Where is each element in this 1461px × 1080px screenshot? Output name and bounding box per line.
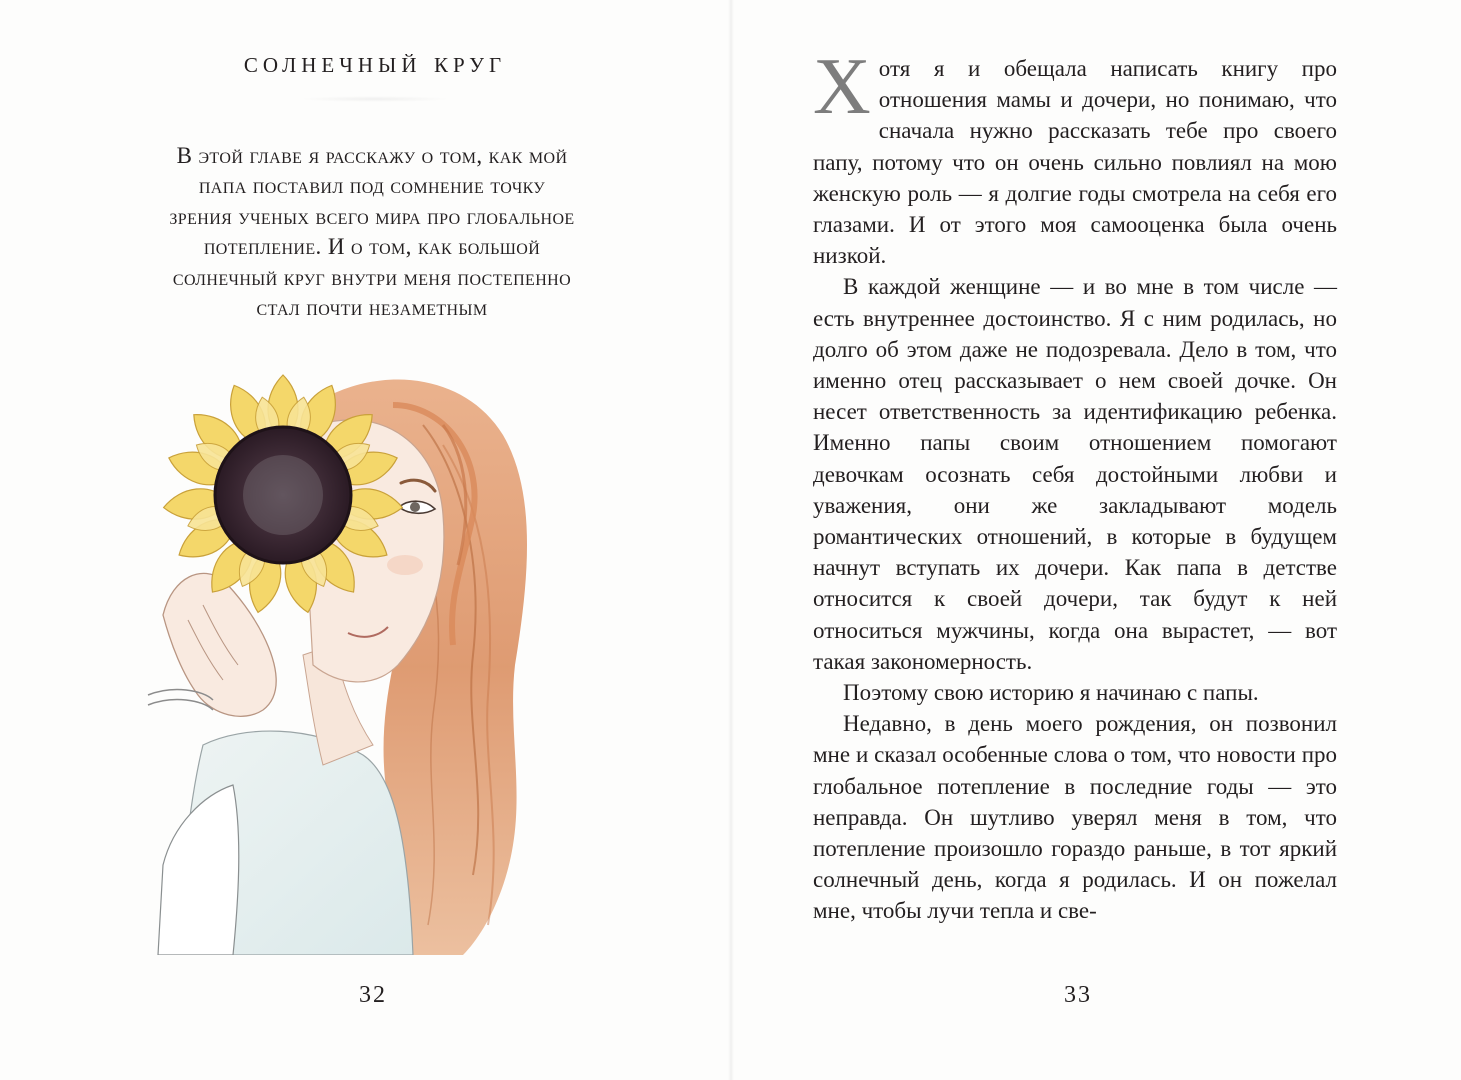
intro-line: солнечный круг внутри меня постепенно xyxy=(172,264,572,290)
paragraph: Поэтому свою историю я начинаю с папы. xyxy=(843,680,1259,706)
intro-line: зрения ученых всего мира про глобальное xyxy=(169,203,575,229)
chapter-ornament xyxy=(300,96,450,102)
paragraph: Недавно, в день моего рождения, он позвонил мне и сказал особенные слова о том, что новости про глобальное потепление в последние годы — это неправда. Он шутливо уверял меня в том, что потепление произошло гораздо раньше, в тот яркий солнечный день, когда я родилась. И он пожелал мне, чтобы лучи тепла и све- xyxy=(813,711,1337,924)
chapter-intro xyxy=(100,141,644,323)
page-number-left: 32 xyxy=(359,982,387,1008)
intro-line: стал почти незаметным xyxy=(256,295,488,321)
main-text xyxy=(813,43,1337,927)
chapter-title: солнечный круг xyxy=(243,46,507,79)
drop-cap: Х xyxy=(813,43,871,131)
paragraph: В каждой женщине — и во мне в том числе — есть внутреннее достоинство. Я с ним родилась, но долго об этом даже не подозревала. Дело в том, что именно отец рассказывает о нем своей дочке. Он несет ответственность за идентификацию ребенка. Именно папы своим отношением помогают девочкам осознать себя достойными любви и уважения, они же закладывают модель романтических отношений, в которые в будущем начнут вступать их дочери. Как папа в детстве относится к своей дочери, так будут к ней относиться мужчины, когда она вырастет, — вот такая закономерность. xyxy=(813,274,1337,674)
intro-line: потепление. И о том, как большой xyxy=(203,234,541,260)
girl-with-sunflower-illustration xyxy=(143,365,543,955)
paragraph-text: отя я и обещала написать книгу про отношения мамы и дочери, но понимаю, что сначала нужно рассказать тебе про своего папу, потому что он очень сильно повлиял на мою женскую роль — я долгие годы смотрела на себя его глазами. И от этого моя самооценка была очень низкой. xyxy=(813,56,1337,269)
intro-line: В этой главе я расскажу о том, как мой xyxy=(176,143,568,168)
intro-line: папа поставил под сомнение точку xyxy=(198,173,546,199)
page-number-right: 33 xyxy=(1064,982,1092,1008)
paragraph xyxy=(813,43,1337,271)
